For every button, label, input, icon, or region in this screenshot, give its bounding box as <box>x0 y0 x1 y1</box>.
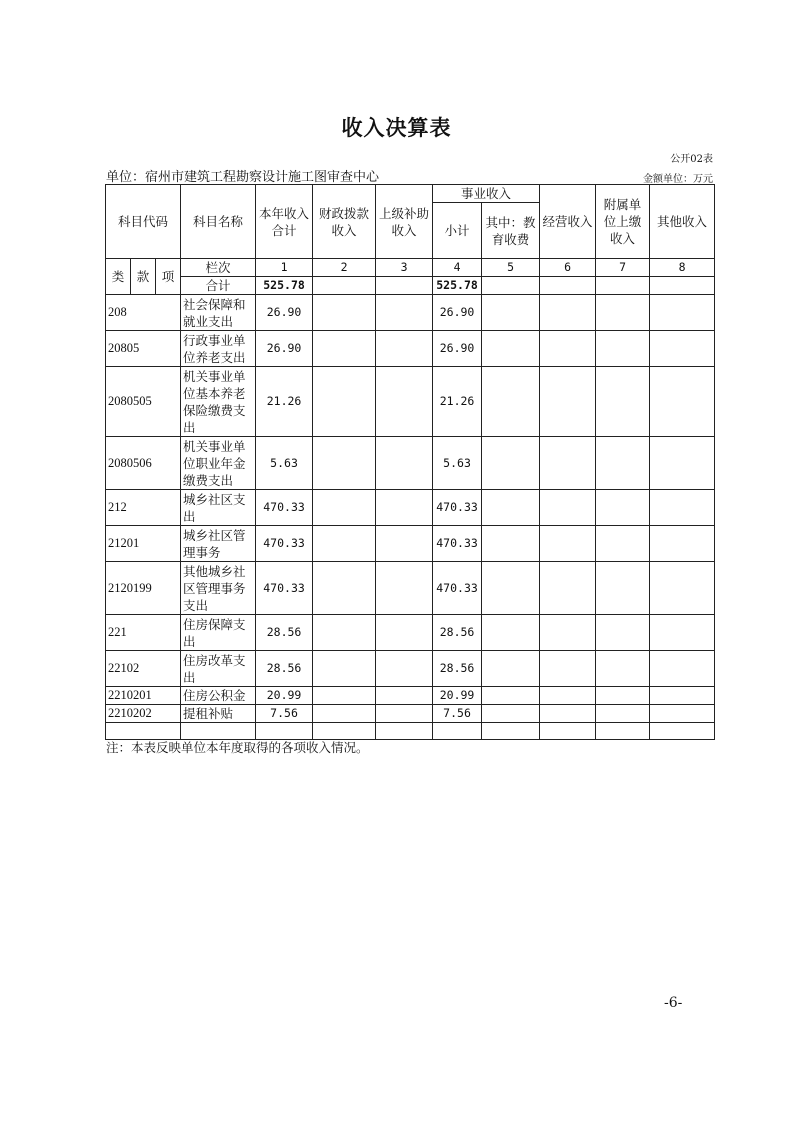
row-subtotal: 28.56 <box>433 615 482 651</box>
header-lei: 类 <box>106 259 131 295</box>
subject-name: 机关事业单位基本养老保险缴费支出 <box>181 367 256 437</box>
total-income-value: 525.78 <box>256 277 313 295</box>
subject-code: 20805 <box>106 331 181 367</box>
header-subtotal: 小计 <box>433 203 482 259</box>
header-other: 其他收入 <box>650 185 715 259</box>
subject-code: 2120199 <box>106 562 181 615</box>
total-row <box>106 277 715 295</box>
subject-name: 住房改革支出 <box>181 651 256 687</box>
header-superior-subsidy: 上级补助收入 <box>376 185 433 259</box>
total-label: 合计 <box>181 277 256 295</box>
row-subtotal: 21.26 <box>433 367 482 437</box>
table-row <box>106 295 715 331</box>
row-subtotal: 470.33 <box>433 562 482 615</box>
subject-code: 22102 <box>106 651 181 687</box>
col-no-1: 1 <box>256 259 313 277</box>
total-subtotal-value: 525.78 <box>433 277 482 295</box>
row-total: 7.56 <box>256 705 313 723</box>
subject-name: 住房公积金 <box>181 687 256 705</box>
header-subject-name: 科目名称 <box>181 185 256 259</box>
subject-name: 城乡社区支出 <box>181 490 256 526</box>
table-note: 注：本表反映单位本年度取得的各项收入情况。 <box>106 740 369 755</box>
row-subtotal: 26.90 <box>433 331 482 367</box>
header-xiang: 项 <box>156 259 181 295</box>
amount-unit: 金额单位：万元 <box>643 174 713 185</box>
header-row-1 <box>106 185 715 203</box>
subject-name: 其他城乡社区管理事务支出 <box>181 562 256 615</box>
row-total: 20.99 <box>256 687 313 705</box>
table-row <box>106 615 715 651</box>
header-affiliated: 附属单位上缴收入 <box>596 185 650 259</box>
subject-name: 城乡社区管理事务 <box>181 526 256 562</box>
header-education-fee: 其中：教育收费 <box>482 203 540 259</box>
subject-code: 21201 <box>106 526 181 562</box>
row-total: 5.63 <box>256 437 313 490</box>
header-total-income: 本年收入合计 <box>256 185 313 259</box>
row-total: 28.56 <box>256 651 313 687</box>
table-row <box>106 367 715 437</box>
subject-code: 2080505 <box>106 367 181 437</box>
col-no-8: 8 <box>650 259 715 277</box>
header-operating: 经营收入 <box>540 185 596 259</box>
table-row <box>106 687 715 705</box>
subject-code: 2210201 <box>106 687 181 705</box>
income-table <box>105 184 715 740</box>
row-subtotal: 5.63 <box>433 437 482 490</box>
col-no-2: 2 <box>313 259 376 277</box>
row-total: 470.33 <box>256 526 313 562</box>
row-subtotal: 470.33 <box>433 526 482 562</box>
row-subtotal: 20.99 <box>433 687 482 705</box>
header-subject-code: 科目代码 <box>106 185 181 259</box>
empty-row <box>106 723 715 740</box>
row-total: 21.26 <box>256 367 313 437</box>
subject-name: 社会保障和就业支出 <box>181 295 256 331</box>
subject-code: 221 <box>106 615 181 651</box>
subject-name: 机关事业单位职业年金缴费支出 <box>181 437 256 490</box>
header-kuan: 款 <box>131 259 156 295</box>
subject-name: 提租补贴 <box>181 705 256 723</box>
row-total: 26.90 <box>256 331 313 367</box>
table-row <box>106 651 715 687</box>
row-subtotal: 470.33 <box>433 490 482 526</box>
table-row <box>106 331 715 367</box>
col-no-6: 6 <box>540 259 596 277</box>
table-row <box>106 490 715 526</box>
row-total: 28.56 <box>256 615 313 651</box>
row-subtotal: 7.56 <box>433 705 482 723</box>
unit-name: 单位：宿州市建筑工程勘察设计施工图审查中心 <box>106 170 380 185</box>
header-column-no: 栏次 <box>181 259 256 277</box>
row-total: 26.90 <box>256 295 313 331</box>
table-row <box>106 562 715 615</box>
header-business-income: 事业收入 <box>433 185 540 203</box>
table-row <box>106 526 715 562</box>
form-code: 公开02表 <box>670 154 713 165</box>
page-number: -6- <box>664 995 683 1011</box>
col-no-3: 3 <box>376 259 433 277</box>
page-title: 收入决算表 <box>341 116 452 140</box>
subject-code: 212 <box>106 490 181 526</box>
header-fiscal: 财政拨款收入 <box>313 185 376 259</box>
column-number-row <box>106 259 715 277</box>
subject-code: 2080506 <box>106 437 181 490</box>
table-row <box>106 437 715 490</box>
col-no-4: 4 <box>433 259 482 277</box>
col-no-7: 7 <box>596 259 650 277</box>
row-total: 470.33 <box>256 562 313 615</box>
subject-code: 2210202 <box>106 705 181 723</box>
subject-name: 行政事业单位养老支出 <box>181 331 256 367</box>
subject-name: 住房保障支出 <box>181 615 256 651</box>
table-row <box>106 705 715 723</box>
row-subtotal: 26.90 <box>433 295 482 331</box>
subject-code: 208 <box>106 295 181 331</box>
row-subtotal: 28.56 <box>433 651 482 687</box>
row-total: 470.33 <box>256 490 313 526</box>
col-no-5: 5 <box>482 259 540 277</box>
